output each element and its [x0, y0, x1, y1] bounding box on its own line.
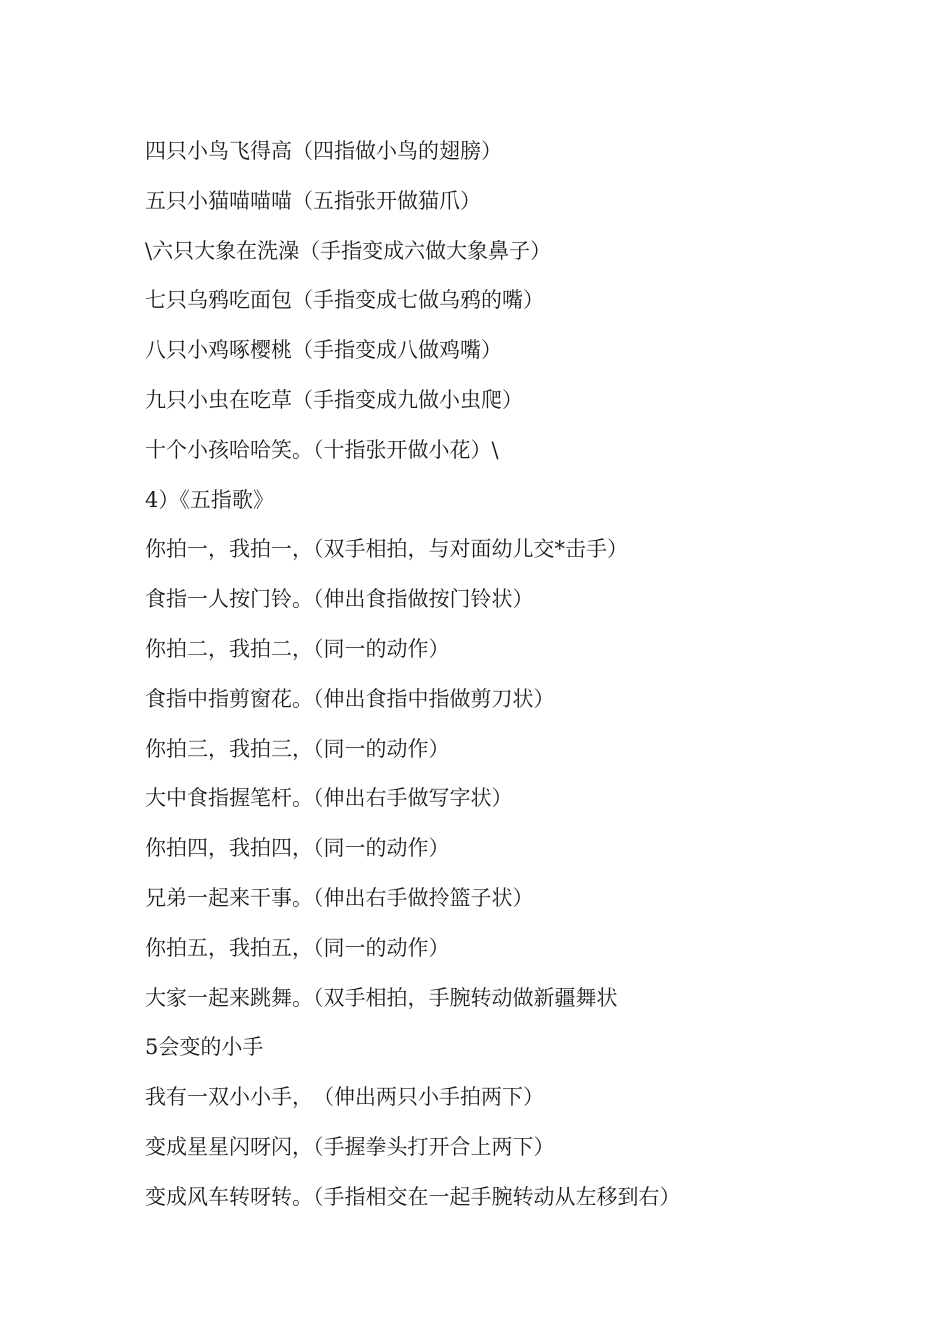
text-line: 你拍一，我拍一，（双手相拍，与对面幼儿交*击手） — [145, 537, 628, 562]
text-line: 食指一人按门铃。（伸出食指做按门铃状） — [145, 587, 534, 612]
text-line: 四只小鸟飞得高（四指做小鸟的翅膀） — [145, 139, 502, 163]
text-line: \六只大象在洗澡（手指变成六做大象鼻子） — [145, 238, 552, 263]
text-line: 变成风车转呀转。（手指相交在一起手腕转动从左移到右） — [145, 1184, 681, 1209]
section-heading: 5会变的小手 — [145, 1035, 264, 1060]
text-line: 兄弟一起来干事。（伸出右手做拎篮子状） — [145, 885, 534, 910]
text-line: 八只小鸡啄樱桃（手指变成八做鸡嘴） — [145, 338, 502, 363]
text-line: 食指中指剪窗花。（伸出食指中指做剪刀状） — [145, 686, 555, 711]
text-line: 变成星星闪呀闪，（手握拳头打开合上两下） — [145, 1134, 555, 1159]
document-body — [145, 134, 905, 1230]
text-line: 大家一起来跳舞。（双手相拍，手腕转动做新疆舞状 — [145, 985, 618, 1010]
text-line: 九只小虫在吃草（手指变成九做小虫爬） — [145, 387, 523, 412]
text-line: 我有一双小小手， （伸出两只小手拍两下） — [145, 1085, 544, 1110]
text-line: 你拍四，我拍四，（同一的动作） — [145, 836, 450, 861]
text-line: 五只小猫喵喵喵（五指张开做猫爪） — [145, 188, 481, 213]
text-line: 你拍五，我拍五，（同一的动作） — [145, 935, 450, 960]
text-line: 你拍二，我拍二，（同一的动作） — [145, 636, 450, 661]
text-line: 十个小孩哈哈笑。（十指张开做小花）\ — [145, 437, 499, 462]
section-heading: 4）《五指歌》 — [145, 487, 274, 512]
text-line: 七只乌鸦吃面包（手指变成七做乌鸦的嘴） — [145, 288, 544, 313]
text-line: 你拍三，我拍三，（同一的动作） — [145, 736, 450, 761]
text-line: 大中食指握笔杆。（伸出右手做写字状） — [145, 786, 513, 811]
